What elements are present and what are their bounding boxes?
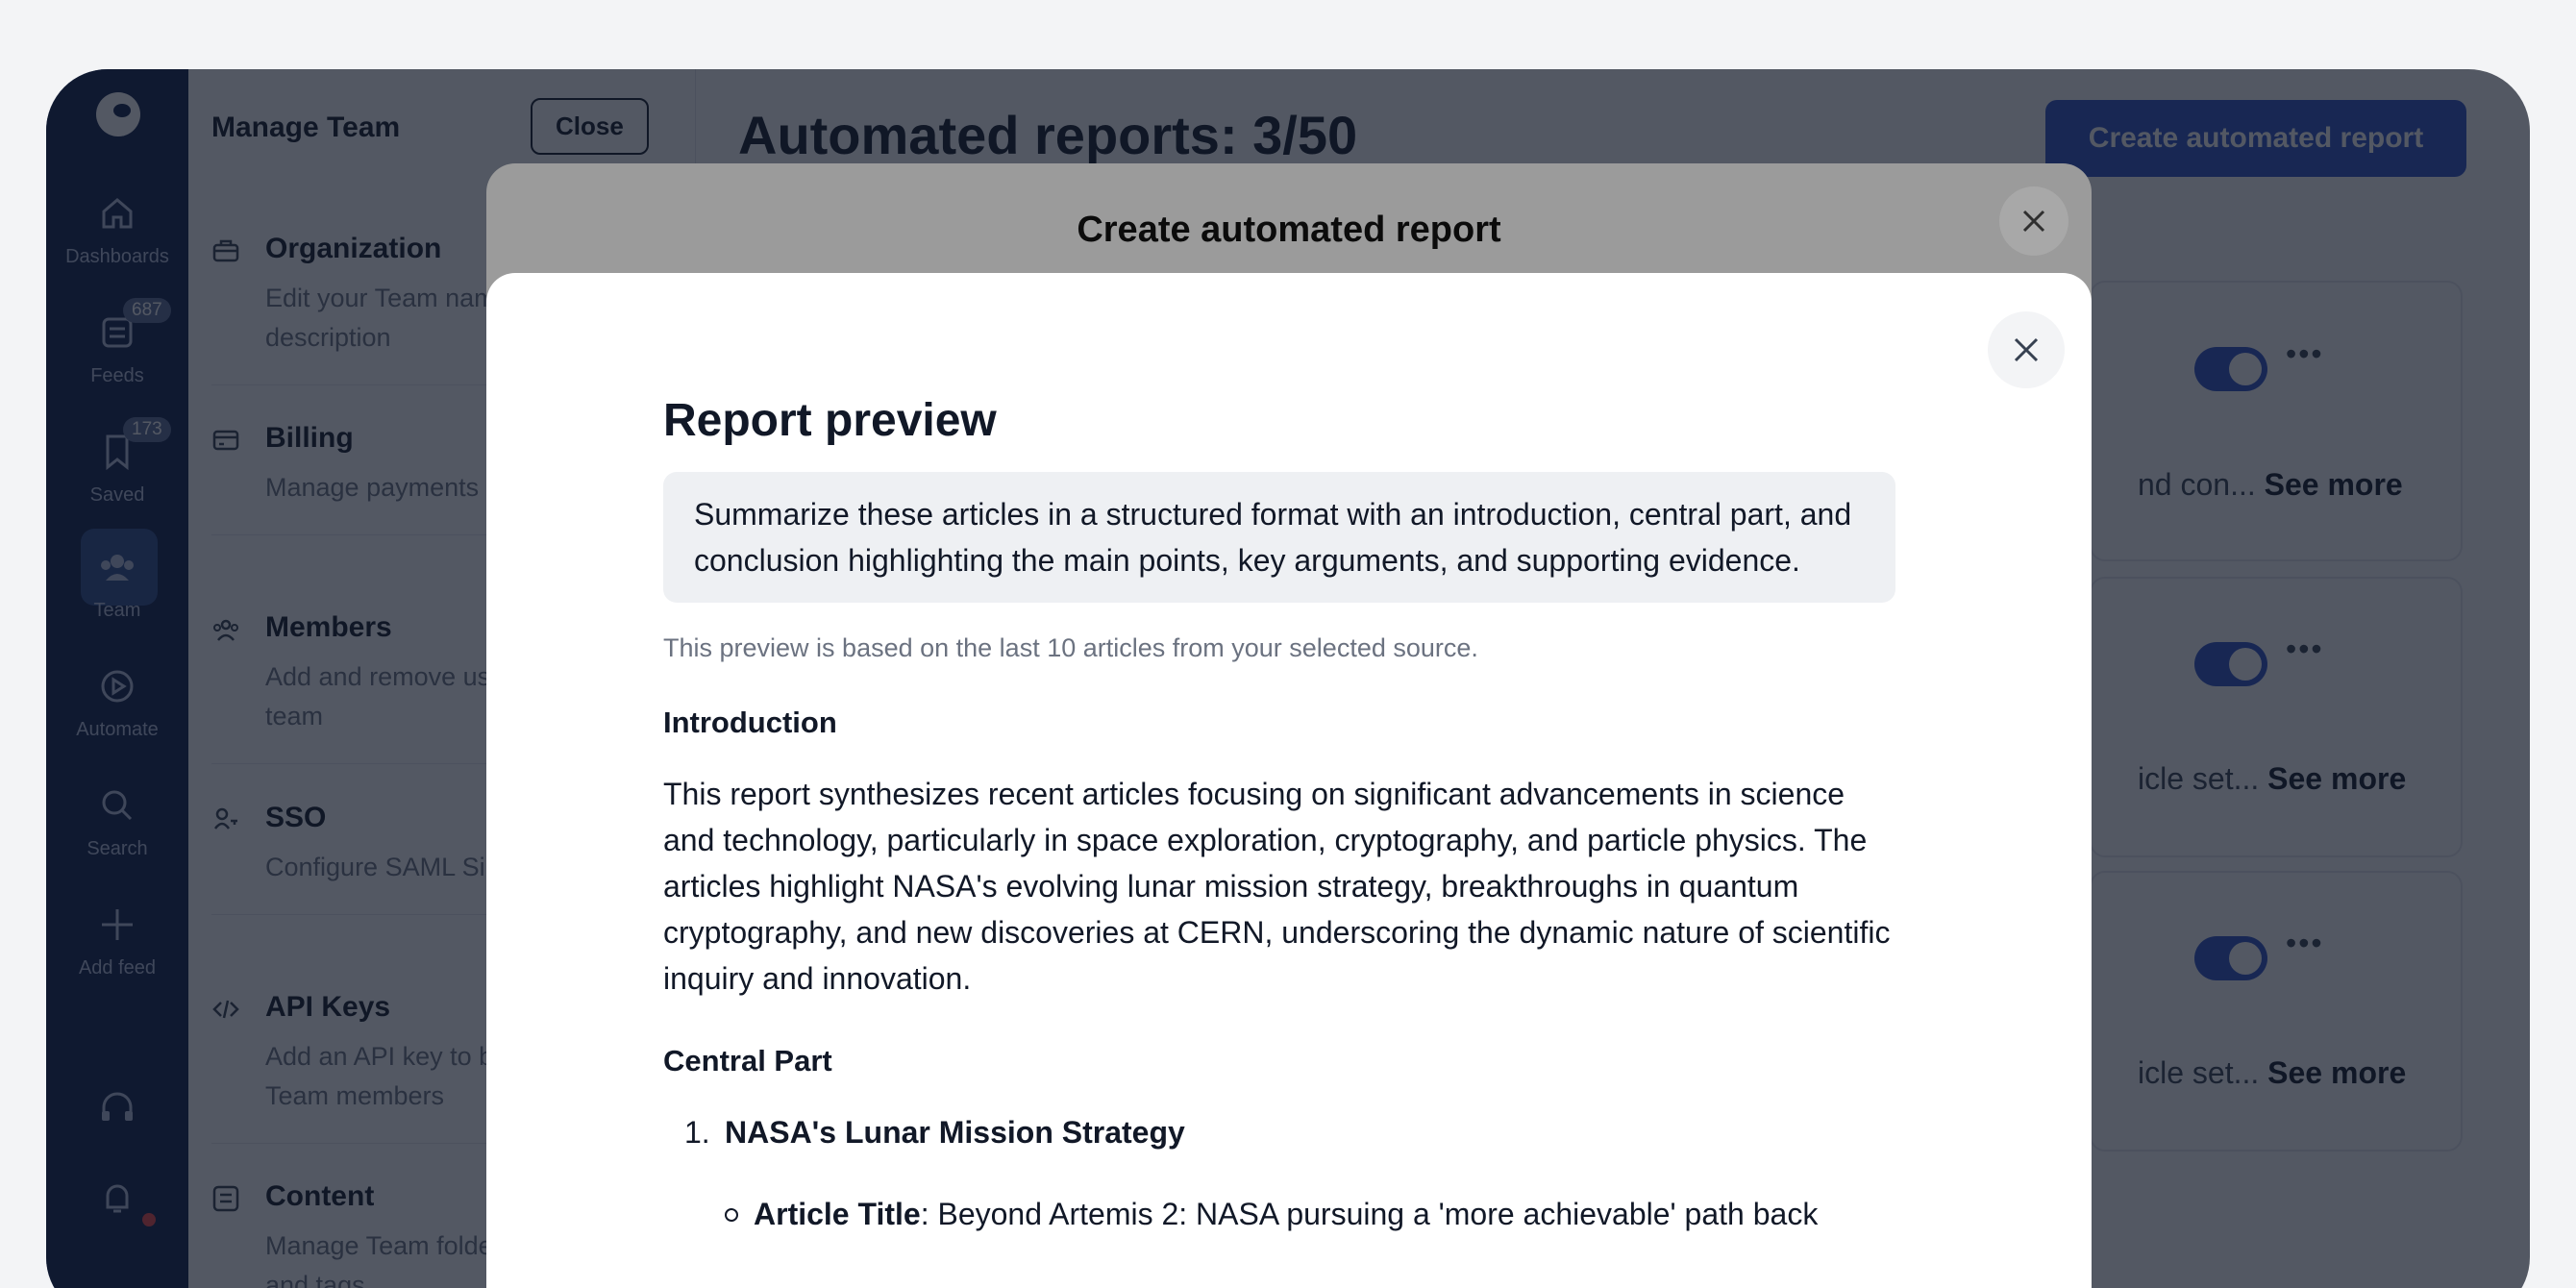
prompt-text: Summarize these articles in a structured format with an introduction, central part, and conclusion highlighting the main points, key arguments, and supporting evidence. [663,472,1895,603]
bullet [725,1208,738,1222]
section-heading: Central Part [663,1044,832,1077]
modal-title: Create automated report [1077,210,1501,250]
sub-list-item [754,1197,1895,1232]
list-number: 1. [684,1115,710,1150]
sub-item-value: : Beyond Artemis 2: NASA pursuing a 'more achievable' path back [920,1197,1819,1231]
ordered-list [663,1115,1895,1232]
close-icon [1999,186,2068,256]
preview-hint: This preview is based on the last 10 articles from your selected source. [663,633,1478,662]
preview-title: Report preview [663,395,997,446]
close-preview-button[interactable] [1988,311,2065,388]
list-item-title: NASA's Lunar Mission Strategy [725,1115,1185,1150]
close-icon [1988,311,2065,388]
preview-content [663,394,1895,1232]
close-modal-button[interactable] [1999,186,2068,256]
intro-paragraph: This report synthesizes recent articles focusing on significant advancements in science and technology, particularly in space exploration, cryptography, and particle physics. The articles highlight NASA's evolving lunar mission strategy, breakthroughs in quantum cryptography, and new discoveries at CERN, underscoring the dynamic nature of scientific inquiry and innovation. [663,777,1891,996]
list-item [663,1115,1895,1151]
section-heading: Introduction [663,706,837,739]
sub-item-label: Article Title [754,1197,921,1231]
report-preview-modal [486,273,2092,1288]
